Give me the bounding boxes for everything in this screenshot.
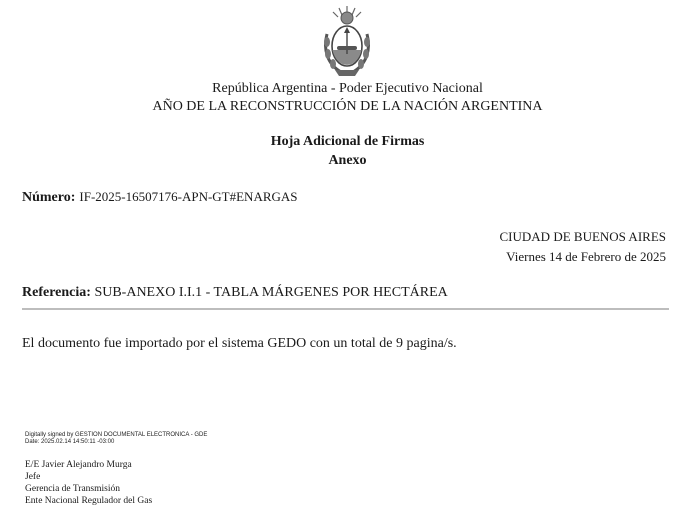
document-number-value: IF-2025-16507176-APN-GT#ENARGAS xyxy=(79,189,298,204)
header-line-year-motto: AÑO DE LA RECONSTRUCCIÓN DE LA NACIÓN ARGENTINA xyxy=(152,99,543,114)
reference-value: SUB-ANEXO I.I.1 - TABLA MÁRGENES POR HECTÁREA xyxy=(94,285,448,300)
digital-signature-line: Digitally signed by GESTION DOCUMENTAL ELECTRONICA - GDE xyxy=(25,432,208,438)
document-number-label: Número: xyxy=(22,190,76,205)
reference xyxy=(22,285,448,301)
document-title: Hoja Adicional de Firmas xyxy=(270,134,425,149)
signer-name: E/E Javier Alejandro Murga xyxy=(25,460,132,470)
document-date: Viernes 14 de Febrero de 2025 xyxy=(506,249,666,264)
location-city: CIUDAD DE BUENOS AIRES xyxy=(499,229,666,244)
signer-department: Gerencia de Transmisión xyxy=(25,484,120,494)
national-coat-of-arms-icon xyxy=(319,4,375,80)
reference-label: Referencia: xyxy=(22,285,91,300)
document-subtitle: Anexo xyxy=(328,153,367,168)
body-text: El documento fue importado por el sistema GEDO con un total de 9 pagina/s. xyxy=(22,336,457,351)
signer-role: Jefe xyxy=(25,472,41,482)
document-number xyxy=(22,189,298,206)
digital-signature-date: Date: 2025.02.14 14:50:11 -03:00 xyxy=(25,439,115,445)
signer-organization: Ente Nacional Regulador del Gas xyxy=(25,496,153,506)
header-line-republic: República Argentina - Poder Ejecutivo Nacional xyxy=(212,81,483,96)
divider xyxy=(22,308,669,310)
